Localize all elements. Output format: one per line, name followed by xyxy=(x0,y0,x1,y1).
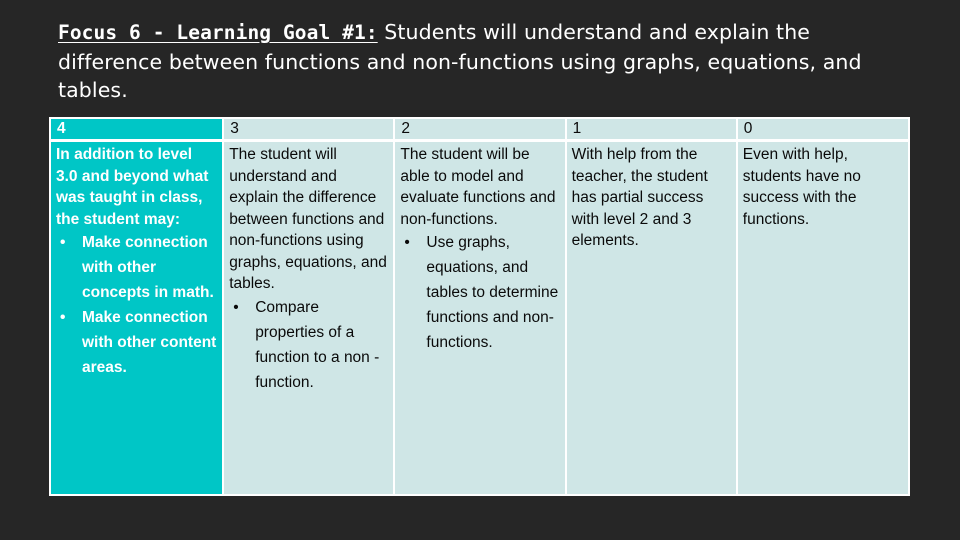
score-header-0: 0 xyxy=(738,119,908,142)
rubric-column-1 xyxy=(565,119,736,494)
list-item: • Compare properties of a function to a non -function. xyxy=(229,295,388,395)
rubric-cell-4 xyxy=(51,142,222,380)
rubric-cell-2 xyxy=(395,142,564,355)
list-item: • Make connection with other content areas. xyxy=(56,305,217,380)
rubric-description: With help from the teacher, the student has partial success with level 2 and 3 elements. xyxy=(571,146,708,249)
rubric-cell-3 xyxy=(224,142,393,395)
learning-goal-label: Focus 6 - Learning Goal #1: xyxy=(58,21,378,44)
rubric-column-0 xyxy=(736,119,908,494)
score-header-2: 2 xyxy=(395,119,564,142)
bullet-list xyxy=(400,230,559,355)
list-item: • Make connection with other concepts in math. xyxy=(56,230,217,305)
rubric-column-2 xyxy=(393,119,564,494)
rubric-description: The student will be able to model and evaluate functions and non-functions. xyxy=(400,146,556,228)
score-header-4: 4 xyxy=(51,119,222,142)
score-header-3: 3 xyxy=(224,119,393,142)
score-header-1: 1 xyxy=(567,119,736,142)
rubric-column-3 xyxy=(222,119,393,494)
slide-title xyxy=(58,18,918,105)
rubric-table xyxy=(49,117,910,496)
rubric-description: Even with help, students have no success with the functions. xyxy=(742,146,861,228)
rubric-cell-0 xyxy=(738,142,908,230)
learning-goal-text: Students will understand and explain the difference between functions and non-functions using graphs, equations, and tables. xyxy=(58,20,862,102)
bullet-list xyxy=(229,295,388,395)
bullet-list xyxy=(56,230,217,380)
list-item: • Use graphs, equations, and tables to determine functions and non-functions. xyxy=(400,230,559,355)
rubric-description: In addition to level 3.0 and beyond what was taught in class, the student may: xyxy=(56,146,209,228)
rubric-description: The student will understand and explain the difference between functions and non-functions using graphs, equations, and tables. xyxy=(229,146,387,292)
rubric-column-4 xyxy=(51,119,222,494)
rubric-cell-1 xyxy=(567,142,736,252)
